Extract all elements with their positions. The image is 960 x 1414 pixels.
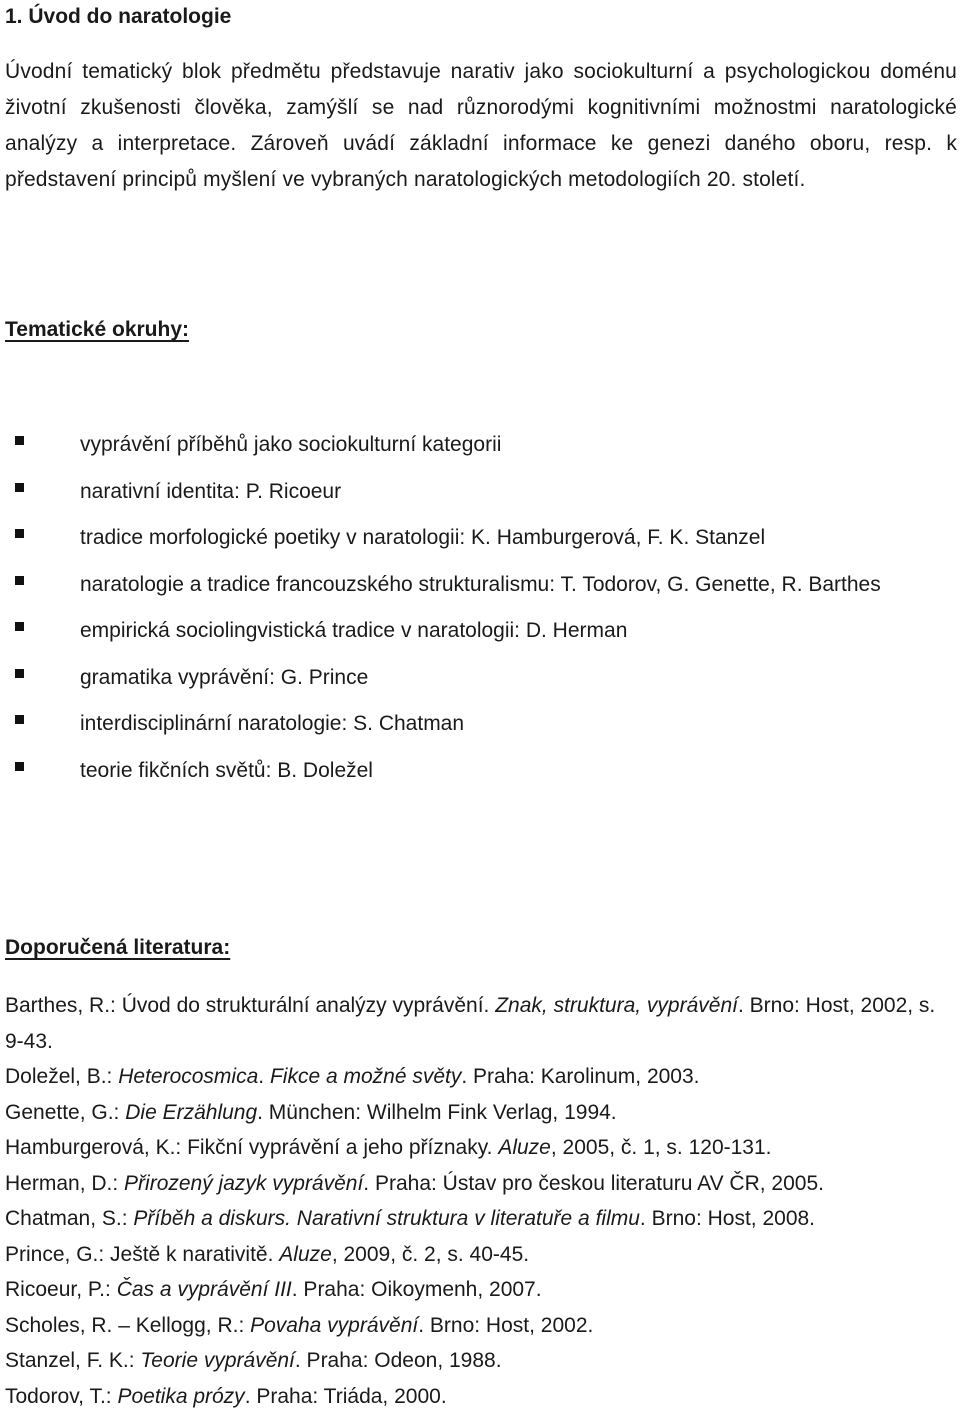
square-bullet-icon: [15, 622, 24, 631]
topic-text: narativní identita: P. Ricoeur: [80, 469, 900, 516]
square-bullet-icon: [15, 483, 24, 492]
list-item: [0, 562, 900, 609]
topic-text: tradice morfologické poetiky v naratologii: K. Hamburgerová, F. K. Stanzel: [80, 515, 900, 562]
reference-item: Hamburgerová, K.: Fikční vyprávění a jeho příznaky. Aluze, 2005, č. 1, s. 120-131.: [5, 1130, 945, 1166]
reference-item: Todorov, T.: Poetika prózy. Praha: Triáda, 2000.: [5, 1379, 945, 1414]
references-list: [5, 988, 945, 1414]
square-bullet-icon: [15, 669, 24, 678]
topic-text: naratologie a tradice francouzského strukturalismu: T. Todorov, G. Genette, R. Barthes: [80, 562, 890, 609]
topic-text: empirická sociolingvistická tradice v naratologii: D. Herman: [80, 608, 900, 655]
topic-text: gramatika vyprávění: G. Prince: [80, 655, 900, 702]
topics-list: [0, 422, 900, 794]
square-bullet-icon: [15, 715, 24, 724]
square-bullet-icon: [15, 529, 24, 538]
intro-paragraph: Úvodní tematický blok předmětu představuje narativ jako sociokulturní a psychologickou doménu životní zkušenosti člověka, zamýšlí se nad různorodými kognitivními možnostmi naratologické analýzy a interpretace. Zároveň uvádí základní informace ke genezi daného oboru, resp. k představení principů myšlení ve vybraných naratologických metodologiích 20. století.: [5, 54, 957, 198]
reference-item: Barthes, R.: Úvod do strukturální analýzy vyprávění. Znak, struktura, vyprávění. Brno: Host, 2002, s. 9-43.: [5, 988, 940, 1059]
list-item: [0, 748, 900, 795]
page-title: 1. Úvod do naratologie: [5, 3, 231, 31]
reference-item: Stanzel, F. K.: Teorie vyprávění. Praha: Odeon, 1988.: [5, 1343, 945, 1379]
square-bullet-icon: [15, 576, 24, 585]
literature-heading: Doporučená literatura:: [5, 934, 230, 962]
reference-item: Herman, D.: Přirozený jazyk vyprávění. Praha: Ústav pro českou literaturu AV ČR, 2005.: [5, 1166, 945, 1202]
list-item: [0, 655, 900, 702]
list-item: [0, 515, 900, 562]
topic-text: vyprávění příběhů jako sociokulturní kategorii: [80, 422, 900, 469]
reference-item: Scholes, R. – Kellogg, R.: Povaha vyprávění. Brno: Host, 2002.: [5, 1308, 945, 1344]
reference-item: Chatman, S.: Příběh a diskurs. Narativní struktura v literatuře a filmu. Brno: Host, 2008.: [5, 1201, 945, 1237]
reference-item: Genette, G.: Die Erzählung. München: Wilhelm Fink Verlag, 1994.: [5, 1095, 945, 1131]
reference-item: Prince, G.: Ještě k narativitě. Aluze, 2009, č. 2, s. 40-45.: [5, 1237, 945, 1273]
square-bullet-icon: [15, 762, 24, 771]
list-item: [0, 608, 900, 655]
topic-text: teorie fikčních světů: B. Doležel: [80, 748, 900, 795]
reference-item: Doležel, B.: Heterocosmica. Fikce a možné světy. Praha: Karolinum, 2003.: [5, 1059, 945, 1095]
list-item: [0, 701, 900, 748]
list-item: [0, 469, 900, 516]
reference-item: Ricoeur, P.: Čas a vyprávění III. Praha: Oikoymenh, 2007.: [5, 1272, 945, 1308]
topic-text: interdisciplinární naratologie: S. Chatman: [80, 701, 900, 748]
list-item: [0, 422, 900, 469]
topics-heading: Tematické okruhy:: [5, 316, 189, 344]
square-bullet-icon: [15, 436, 24, 445]
